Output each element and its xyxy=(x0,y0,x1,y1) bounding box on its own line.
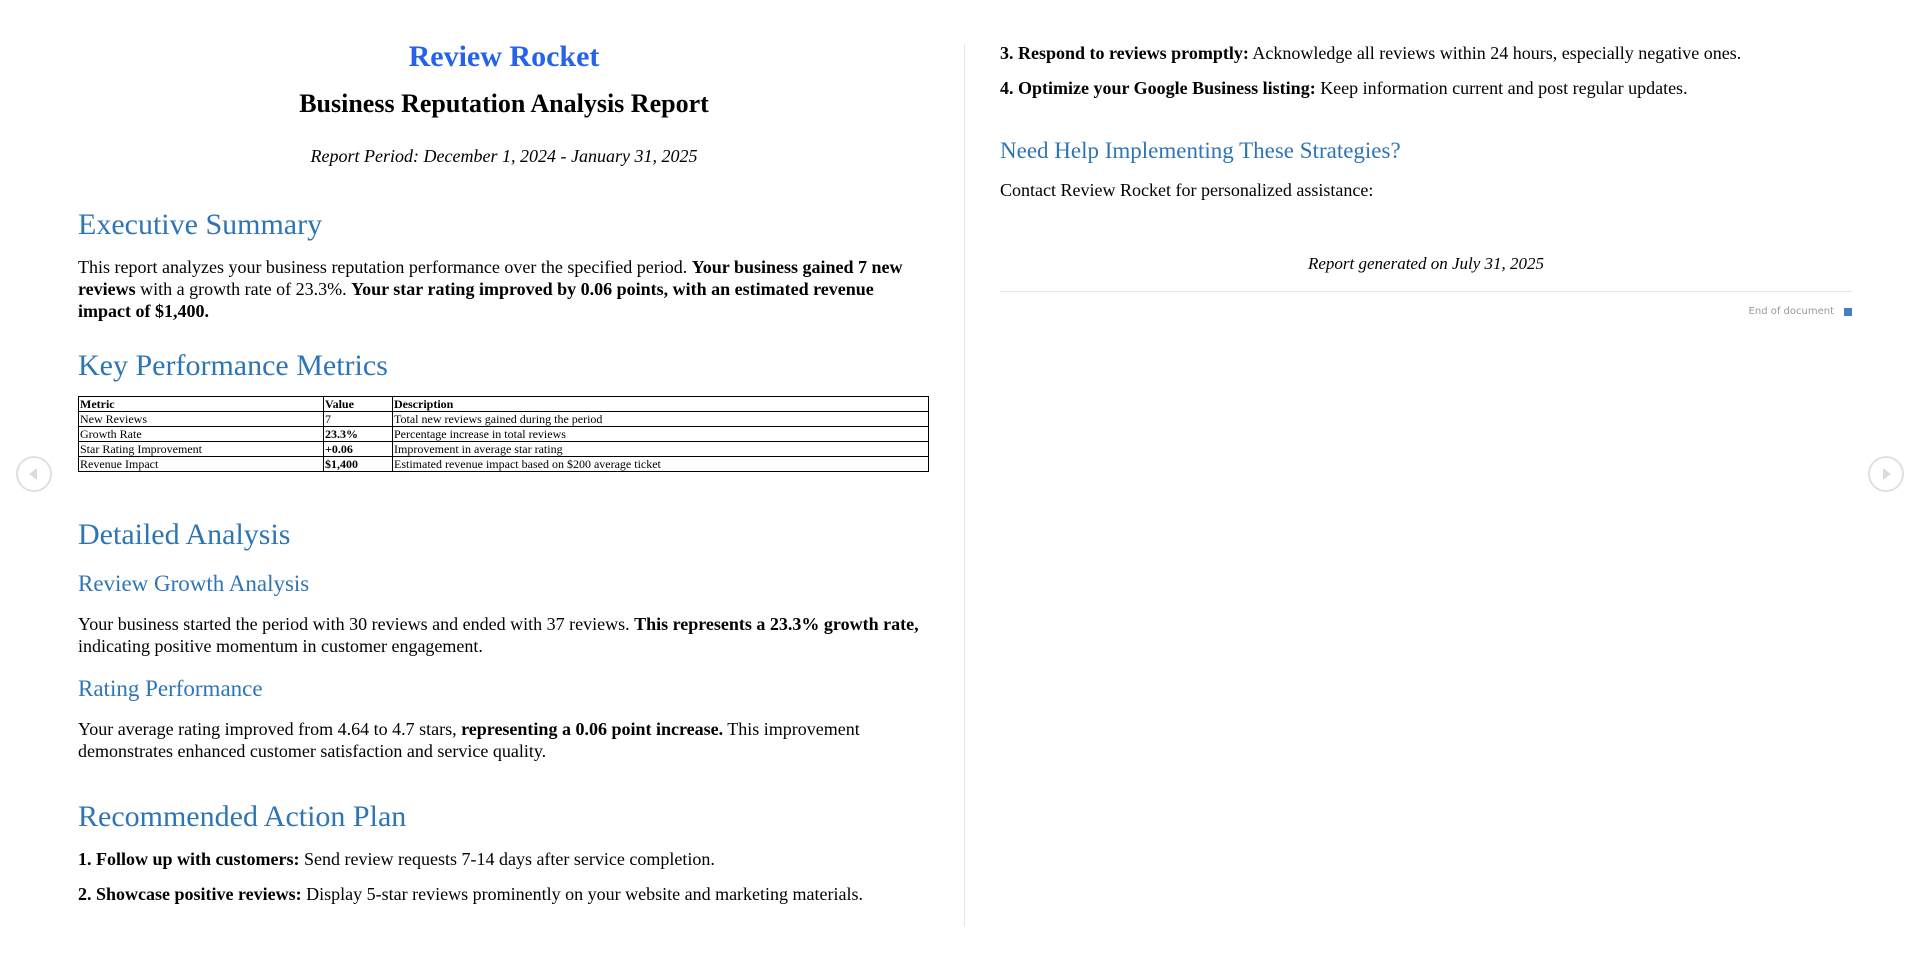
growth-bold-1: This represents a 23.3% growth rate, xyxy=(634,614,919,634)
brand-title: Review Rocket xyxy=(408,40,600,73)
growth-text-1: Your business started the period with 30 reviews and ended with 37 reviews. xyxy=(78,614,635,634)
chevron-left-icon xyxy=(29,468,37,480)
review-growth-text xyxy=(78,613,930,657)
column-header: Metric xyxy=(79,397,324,412)
column-header: Description xyxy=(393,397,929,412)
table-row xyxy=(79,442,929,457)
end-of-document xyxy=(1749,306,1852,317)
value-cell: $1,400 xyxy=(324,457,393,472)
help-heading: Need Help Implementing These Strategies? xyxy=(1000,138,1401,163)
action-plan-heading: Recommended Action Plan xyxy=(78,800,407,833)
action-item xyxy=(78,848,930,870)
action-item-label: 1. Follow up with customers: xyxy=(78,849,300,869)
action-item xyxy=(1000,77,1852,99)
report-generated-note: Report generated on July 31, 2025 xyxy=(1307,254,1545,273)
summary-text-2: with a growth rate of 23.3%. xyxy=(135,279,352,299)
kpi-heading: Key Performance Metrics xyxy=(78,349,388,382)
table-row xyxy=(79,427,929,442)
next-page-button[interactable] xyxy=(1868,456,1904,492)
kpi-table xyxy=(78,396,929,472)
action-item-text: Keep information current and post regular updates. xyxy=(1315,78,1688,98)
metric-cell: Growth Rate xyxy=(79,427,324,442)
action-item-label: 4. Optimize your Google Business listing: xyxy=(1000,78,1316,98)
action-item-text: Display 5-star reviews prominently on your website and marketing materials. xyxy=(301,884,864,904)
metric-cell: Revenue Impact xyxy=(79,457,324,472)
summary-text-1: This report analyzes your business reputation performance over the specified period. xyxy=(78,257,692,277)
table-row xyxy=(79,457,929,472)
action-item xyxy=(1000,42,1852,64)
executive-summary-text xyxy=(78,256,930,322)
rating-bold-1: representing a 0.06 point increase. xyxy=(461,719,724,739)
end-divider xyxy=(1000,291,1852,292)
table-header-row xyxy=(79,397,929,412)
metric-cell: Star Rating Improvement xyxy=(79,442,324,457)
metric-cell: New Reviews xyxy=(79,412,324,427)
action-item-text: Send review requests 7-14 days after service completion. xyxy=(299,849,715,869)
description-cell: Percentage increase in total reviews xyxy=(393,427,929,442)
action-item-label: 2. Showcase positive reviews: xyxy=(78,884,302,904)
detailed-analysis-heading: Detailed Analysis xyxy=(78,518,291,551)
action-item-label: 3. Respond to reviews promptly: xyxy=(1000,43,1249,63)
value-cell: +0.06 xyxy=(324,442,393,457)
rating-text-1: Your average rating improved from 4.64 to 4.7 stars, xyxy=(78,719,462,739)
summary-bold-1: Your business gained 7 new reviews xyxy=(78,257,903,299)
end-of-document-label: End of document xyxy=(1748,306,1834,317)
end-marker-icon xyxy=(1844,308,1852,316)
action-item-text: Acknowledge all reviews within 24 hours, especially negative ones. xyxy=(1248,43,1742,63)
help-text: Contact Review Rocket for personalized assistance: xyxy=(1000,180,1374,200)
table-row xyxy=(79,412,929,427)
prev-page-button[interactable] xyxy=(16,456,52,492)
description-cell: Improvement in average star rating xyxy=(393,442,929,457)
summary-bold-2: Your star rating improved by 0.06 points, with an estimated revenue impact of $1,400. xyxy=(78,279,874,321)
report-title: Business Reputation Analysis Report xyxy=(299,89,709,118)
rating-text-2: This improvement demonstrates enhanced customer satisfaction and service quality. xyxy=(78,719,860,761)
column-header: Value xyxy=(324,397,393,412)
growth-text-2: indicating positive momentum in customer engagement. xyxy=(78,636,483,656)
page-divider xyxy=(964,44,965,926)
report-period: Report Period: December 1, 2024 - January 31, 2025 xyxy=(310,146,698,166)
value-cell: 7 xyxy=(324,412,393,427)
rating-performance-heading: Rating Performance xyxy=(78,676,263,701)
description-cell: Total new reviews gained during the period xyxy=(393,412,929,427)
action-item xyxy=(78,883,930,905)
chevron-right-icon xyxy=(1883,468,1891,480)
review-growth-heading: Review Growth Analysis xyxy=(78,571,310,596)
rating-performance-text xyxy=(78,718,930,762)
executive-summary-heading: Executive Summary xyxy=(78,208,323,241)
description-cell: Estimated revenue impact based on $200 average ticket xyxy=(393,457,929,472)
value-cell: 23.3% xyxy=(324,427,393,442)
